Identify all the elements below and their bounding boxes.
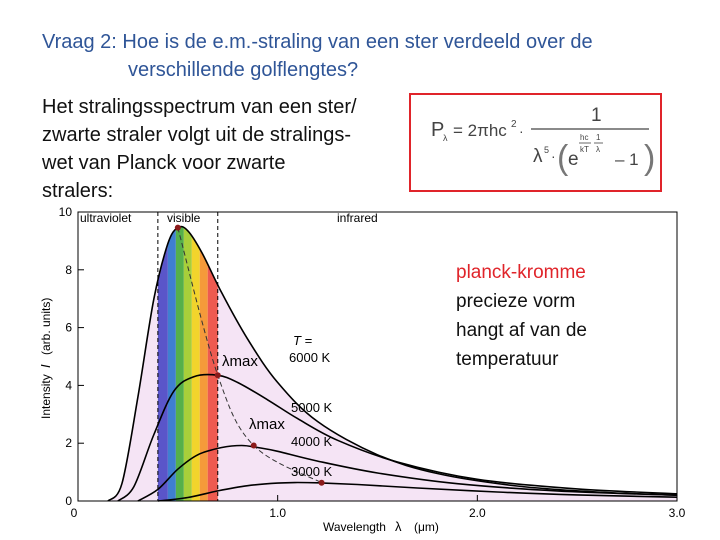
x-tick-label: 2.0	[468, 506, 486, 520]
formula-P: P	[431, 119, 445, 141]
formula-exp-lambda: λ	[596, 145, 600, 154]
note-line: precieze vorm	[456, 291, 576, 312]
series-label-6000k: 6000 K	[289, 350, 331, 365]
title-line-2: verschillende golflengtes?	[128, 59, 359, 81]
visible-band	[158, 212, 218, 501]
formula-exp5: 5	[544, 145, 550, 155]
series-label-5000k: 5000 K	[291, 400, 333, 415]
region-label-ultraviolet: ultraviolet	[80, 211, 132, 225]
visible-band-stripe-2	[176, 212, 184, 501]
y-tick-label: 6	[65, 320, 72, 335]
x-axis-label-unit: (μm)	[414, 520, 439, 534]
note-highlight: planck-kromme	[456, 262, 586, 283]
y-axis-label-unit: (arb. units)	[39, 297, 53, 355]
formula-numerator: 1	[591, 105, 602, 126]
formula-hc: hc	[580, 133, 589, 142]
region-label-visible: visible	[167, 211, 201, 225]
formula-P-sub: λ	[443, 133, 448, 143]
formula-rparen: )	[644, 139, 656, 177]
T-equals-label: T =	[293, 333, 313, 348]
body-line: stralers:	[42, 180, 114, 202]
visible-band-stripe-0	[158, 212, 168, 501]
x-tick-label: 3.0	[668, 506, 686, 520]
note-line: hangt af van de	[456, 320, 587, 341]
y-axis-label-prefix: Intensity	[39, 374, 53, 419]
y-axis-label-symbol: I	[38, 364, 53, 368]
series-label-4000k: 4000 K	[291, 434, 333, 449]
formula-lparen: (	[557, 139, 569, 177]
y-tick-label: 2	[65, 436, 72, 451]
body-line: Het stralingsspectrum van een ster/	[42, 96, 357, 118]
note-line: temperatuur	[456, 349, 559, 370]
y-tick-label: 0	[65, 494, 72, 508]
region-label-infrared: infrared	[337, 211, 378, 225]
peak-marker-3	[319, 480, 325, 486]
body-line: wet van Planck voor zwarte	[42, 152, 286, 174]
visible-band-clipped	[158, 212, 218, 501]
peak-marker-0	[175, 225, 181, 231]
planck-note	[456, 258, 656, 374]
title-line-1: Vraag 2: Hoe is de e.m.-straling van een ster verdeeld over de	[42, 31, 593, 53]
peak-marker-2	[251, 443, 257, 449]
x-origin-label: 0	[70, 506, 78, 520]
x-axis-label-prefix: Wavelength	[323, 520, 386, 534]
visible-band-stripe-1	[168, 212, 176, 501]
visible-band-stripe-6	[208, 212, 218, 501]
formula-dot: ·	[519, 123, 524, 139]
x-axis-label-symbol: λ	[395, 519, 402, 534]
y-tick-label: 8	[65, 262, 72, 277]
formula-exp-one: 1	[596, 133, 601, 142]
body-line: zwarte straler volgt uit de stralings-	[42, 124, 352, 146]
formula-2pihc: = 2πhc	[453, 121, 507, 140]
formula-exp2: 2	[511, 119, 517, 130]
y-tick-label: 4	[65, 378, 72, 393]
formula-dot2: ·	[551, 148, 556, 164]
peak-marker-1	[215, 372, 221, 378]
lambda-max-label-2: λmax	[249, 416, 285, 433]
lambda-max-label-1: λmax	[222, 353, 258, 370]
formula-lambda5: λ	[533, 146, 543, 167]
y-tick-label: 10	[58, 205, 72, 219]
series-label-3000k: 3000 K	[291, 464, 333, 479]
x-tick-label: 1.0	[269, 506, 287, 520]
formula-e: e	[568, 149, 579, 170]
formula-kT: kT	[580, 145, 589, 154]
formula-minus-one: – 1	[615, 150, 639, 169]
